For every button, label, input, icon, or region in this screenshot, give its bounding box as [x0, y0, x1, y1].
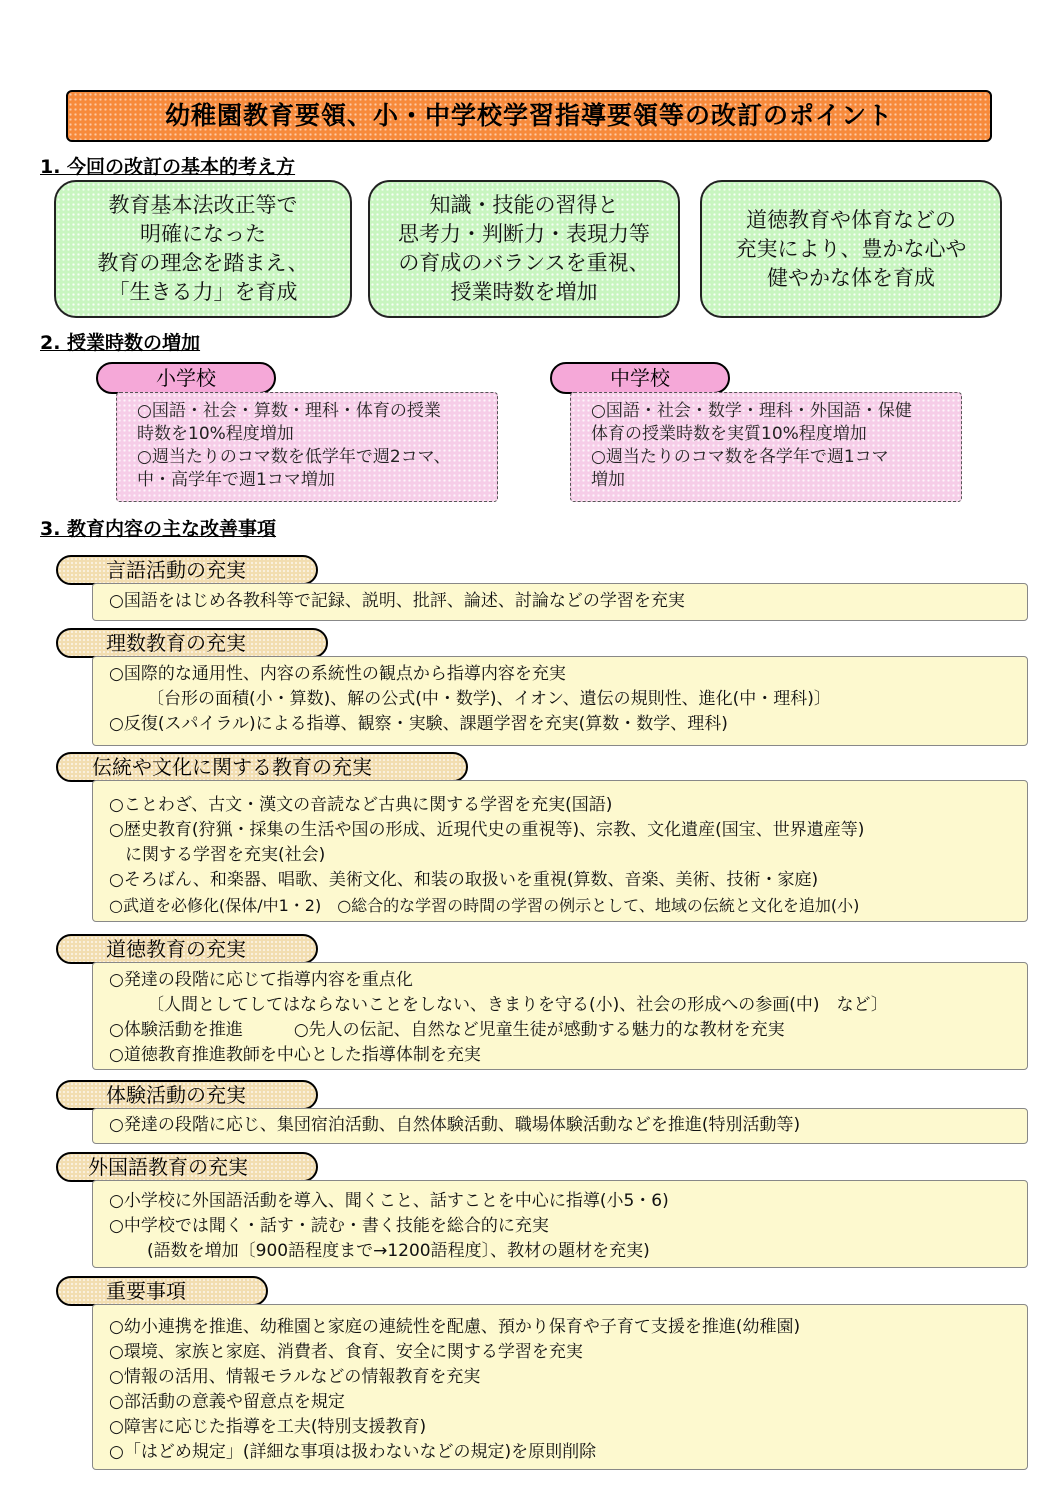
group-box-important — [92, 1304, 1028, 1470]
group-line: ○発達の段階に応じ、集団宿泊活動、自然体験活動、職場体験活動などを推進(特別活動等) — [109, 1115, 801, 1135]
group-line: ○中学校では聞く・話す・読む・書く技能を総合的に充実 — [109, 1216, 549, 1236]
group-label-science: 理数教育の充実 — [56, 628, 328, 658]
junior-line: ○国語・社会・数学・理科・外国語・保健 — [591, 401, 912, 421]
group-line: ○武道を必修化(保体/中1・2) ○総合的な学習の時間の学習の例示として、地域の伝統と文化を追加(小) — [109, 896, 860, 915]
group-line: ○国語をはじめ各教科等で記録、説明、批評、論述、討論などの学習を充実 — [109, 591, 685, 611]
concept-box-1 — [54, 180, 352, 318]
elementary-line: 時数を10%程度増加 — [137, 424, 294, 444]
concept-box-2 — [368, 180, 680, 318]
junior-label: 中学校 — [550, 362, 730, 394]
concept-box-3 — [700, 180, 1002, 318]
group-line: ○障害に応じた指導を工夫(特別支援教育) — [109, 1417, 427, 1437]
group-label-tradition: 伝統や文化に関する教育の充実 — [56, 752, 468, 782]
group-line: ○環境、家族と家庭、消費者、食育、安全に関する学習を充実 — [109, 1342, 583, 1362]
junior-line: 増加 — [591, 470, 625, 490]
elementary-line: ○国語・社会・算数・理科・体育の授業 — [137, 401, 441, 421]
group-line: ○部活動の意義や留意点を規定 — [109, 1392, 345, 1412]
group-line: 〔台形の面積(小・算数)、解の公式(中・数学)、イオン、遺伝の規則性、進化(中・理科)〕 — [147, 689, 831, 709]
group-line: に関する学習を充実(社会) — [125, 845, 326, 865]
group-line: ○国際的な通用性、内容の系統性の観点から指導内容を充実 — [109, 664, 566, 684]
group-line: ○反復(スパイラル)による指導、観察・実験、課題学習を充実(算数・数学、理科) — [109, 714, 728, 734]
group-line: (語数を増加〔900語程度まで→1200語程度〕、教材の題材を充実) — [147, 1241, 650, 1261]
group-box-tradition — [92, 780, 1028, 922]
group-line: ○幼小連携を推進、幼稚園と家庭の連続性を配慮、預かり保育や子育て支援を推進(幼稚園) — [109, 1317, 801, 1337]
elementary-line: ○週当たりのコマ数を低学年で週2コマ、 — [137, 447, 451, 467]
group-label-foreign: 外国語教育の充実 — [56, 1152, 318, 1182]
group-line: ○発達の段階に応じて指導内容を重点化 — [109, 970, 413, 990]
concept-text-3: 道徳教育や体育などの 充実により、豊かな心や 健やかな体を育成 — [735, 207, 967, 290]
concept-text-1: 教育基本法改正等で 明確になった 教育の理念を踏まえ、 「生きる力」を育成 — [97, 193, 309, 304]
group-box-experience — [92, 1108, 1028, 1144]
group-line: ○ことわざ、古文・漢文の音読など古典に関する学習を充実(国語) — [109, 795, 613, 815]
group-line: ○道徳教育推進教師を中心とした指導体制を充実 — [109, 1045, 481, 1065]
concept-text-2: 知識・技能の習得と 思考力・判断力・表現力等 の育成のバランスを重視、 授業時数を増加 — [398, 193, 650, 304]
elementary-box — [116, 392, 498, 502]
group-line: ○情報の活用、情報モラルなどの情報教育を充実 — [109, 1367, 481, 1387]
group-line: ○そろばん、和楽器、唱歌、美術文化、和装の取扱いを重視(算数、音楽、美術、技術・家庭) — [109, 870, 819, 890]
elementary-label: 小学校 — [96, 362, 276, 394]
group-line: ○小学校に外国語活動を導入、聞くこと、話すことを中心に指導(小5・6) — [109, 1191, 669, 1211]
junior-box — [570, 392, 962, 502]
group-box-science — [92, 656, 1028, 746]
group-line: ○体験活動を推進 ○先人の伝記、自然など児童生徒が感動する魅力的な教材を充実 — [109, 1020, 785, 1040]
group-box-moral — [92, 962, 1028, 1070]
junior-line: ○週当たりのコマ数を各学年で週1コマ — [591, 447, 889, 467]
group-line: ○「はどめ規定」(詳細な事項は扱わないなどの規定)を原則削除 — [109, 1442, 597, 1462]
group-line: ○歴史教育(狩猟・採集の生活や国の形成、近現代史の重視等)、宗教、文化遺産(国宝、世界遺産等) — [109, 820, 865, 840]
elementary-line: 中・高学年で週1コマ増加 — [137, 470, 335, 490]
section-3-heading: 3. 教育内容の主な改善事項 — [40, 518, 277, 540]
group-box-language — [92, 583, 1028, 621]
group-label-experience: 体験活動の充実 — [56, 1080, 318, 1110]
junior-line: 体育の授業時数を実質10%程度増加 — [591, 424, 867, 444]
page-title: 幼稚園教育要領、小・中学校学習指導要領等の改訂のポイント — [66, 90, 992, 142]
section-2-heading: 2. 授業時数の増加 — [40, 332, 201, 354]
section-1-heading: 1. 今回の改訂の基本的考え方 — [40, 156, 296, 178]
group-line: 〔人間としてしてはならないことをしない、きまりを守る(小)、社会の形成への参画(中) など〕 — [147, 995, 888, 1015]
group-box-foreign — [92, 1180, 1028, 1268]
group-label-language: 言語活動の充実 — [56, 555, 318, 585]
group-label-moral: 道徳教育の充実 — [56, 934, 318, 964]
group-label-important: 重要事項 — [56, 1276, 268, 1306]
